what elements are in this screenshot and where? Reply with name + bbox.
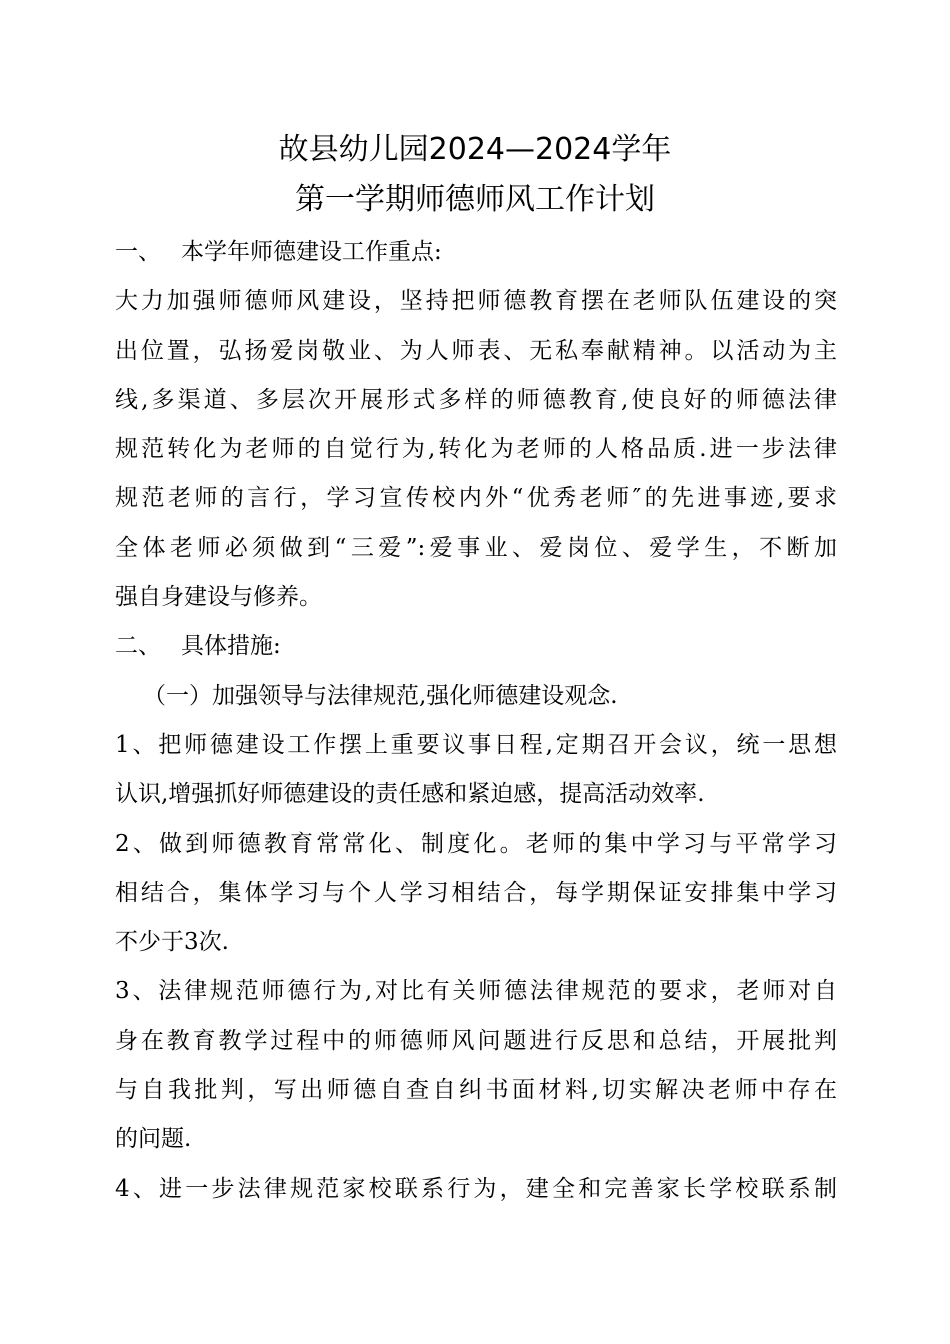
section1-heading-text: 本学年师德建设工作重点:: [181, 239, 442, 265]
paragraph-line: 线,多渠道、多层次开展形式多样的师德教育,使良好的师德法律: [115, 386, 837, 413]
section2-number: 二、: [115, 633, 161, 660]
document-body: [115, 228, 837, 1214]
item1-line: 认识,增强抓好师德建设的责任感和紧迫感，提高活动效率.: [115, 781, 705, 808]
document-title-line2: 第一学期师德师风工作计划: [295, 182, 655, 217]
item2-line: 相结合，集体学习与个人学习相结合，每学期保证安排集中学习: [115, 879, 837, 906]
section1-heading: [115, 228, 837, 277]
paragraph-line: 强自身建设与修养。: [115, 584, 322, 611]
item3-line: 与自我批判，写出师德自查自纠书面材料,切实解决老师中存在: [115, 1077, 837, 1104]
item1-line: 1、把师德建设工作摆上重要议事日程,定期召开会议，统一思想: [115, 731, 837, 758]
paragraph-line: 大力加强师德师风建设，坚持把师德教育摆在老师队伍建设的突: [115, 288, 837, 315]
paragraph-line: 出位置，弘扬爱岗敬业、为人师表、无私奉献精神。以活动为主: [115, 337, 837, 364]
document-title-line1: 故县幼儿园2024—2024学年: [278, 132, 672, 167]
paragraph-line: 规范老师的言行，学习宣传校内外“优秀老师″的先进事迹,要求: [115, 485, 837, 512]
item4-line: 4、进一步法律规范家校联系行为，建全和完善家长学校联系制: [115, 1175, 837, 1202]
item2-line: 不少于3次.: [115, 929, 229, 956]
paragraph-line: 全体老师必须做到“三爱”:爱事业、爱岗位、爱学生，不断加: [115, 534, 837, 561]
subsection-heading: （一）加强领导与法律规范,强化师德建设观念.: [143, 682, 618, 709]
item2-line: 2、做到师德教育常常化、制度化。老师的集中学习与平常学习: [115, 830, 837, 857]
paragraph-line: 规范转化为老师的自觉行为,转化为老师的人格品质.进一步法律: [115, 436, 837, 463]
item3-line: 3、法律规范师德行为,对比有关师德法律规范的要求，老师对自: [115, 978, 837, 1005]
section2-heading-text: 具体措施:: [181, 633, 281, 660]
item3-line: 身在教育教学过程中的师德师风问题进行反思和总结，开展批判: [115, 1027, 837, 1054]
section1-number: 一、: [115, 239, 161, 265]
item3-line: 的问题.: [115, 1126, 192, 1153]
section2-heading: [115, 622, 837, 671]
